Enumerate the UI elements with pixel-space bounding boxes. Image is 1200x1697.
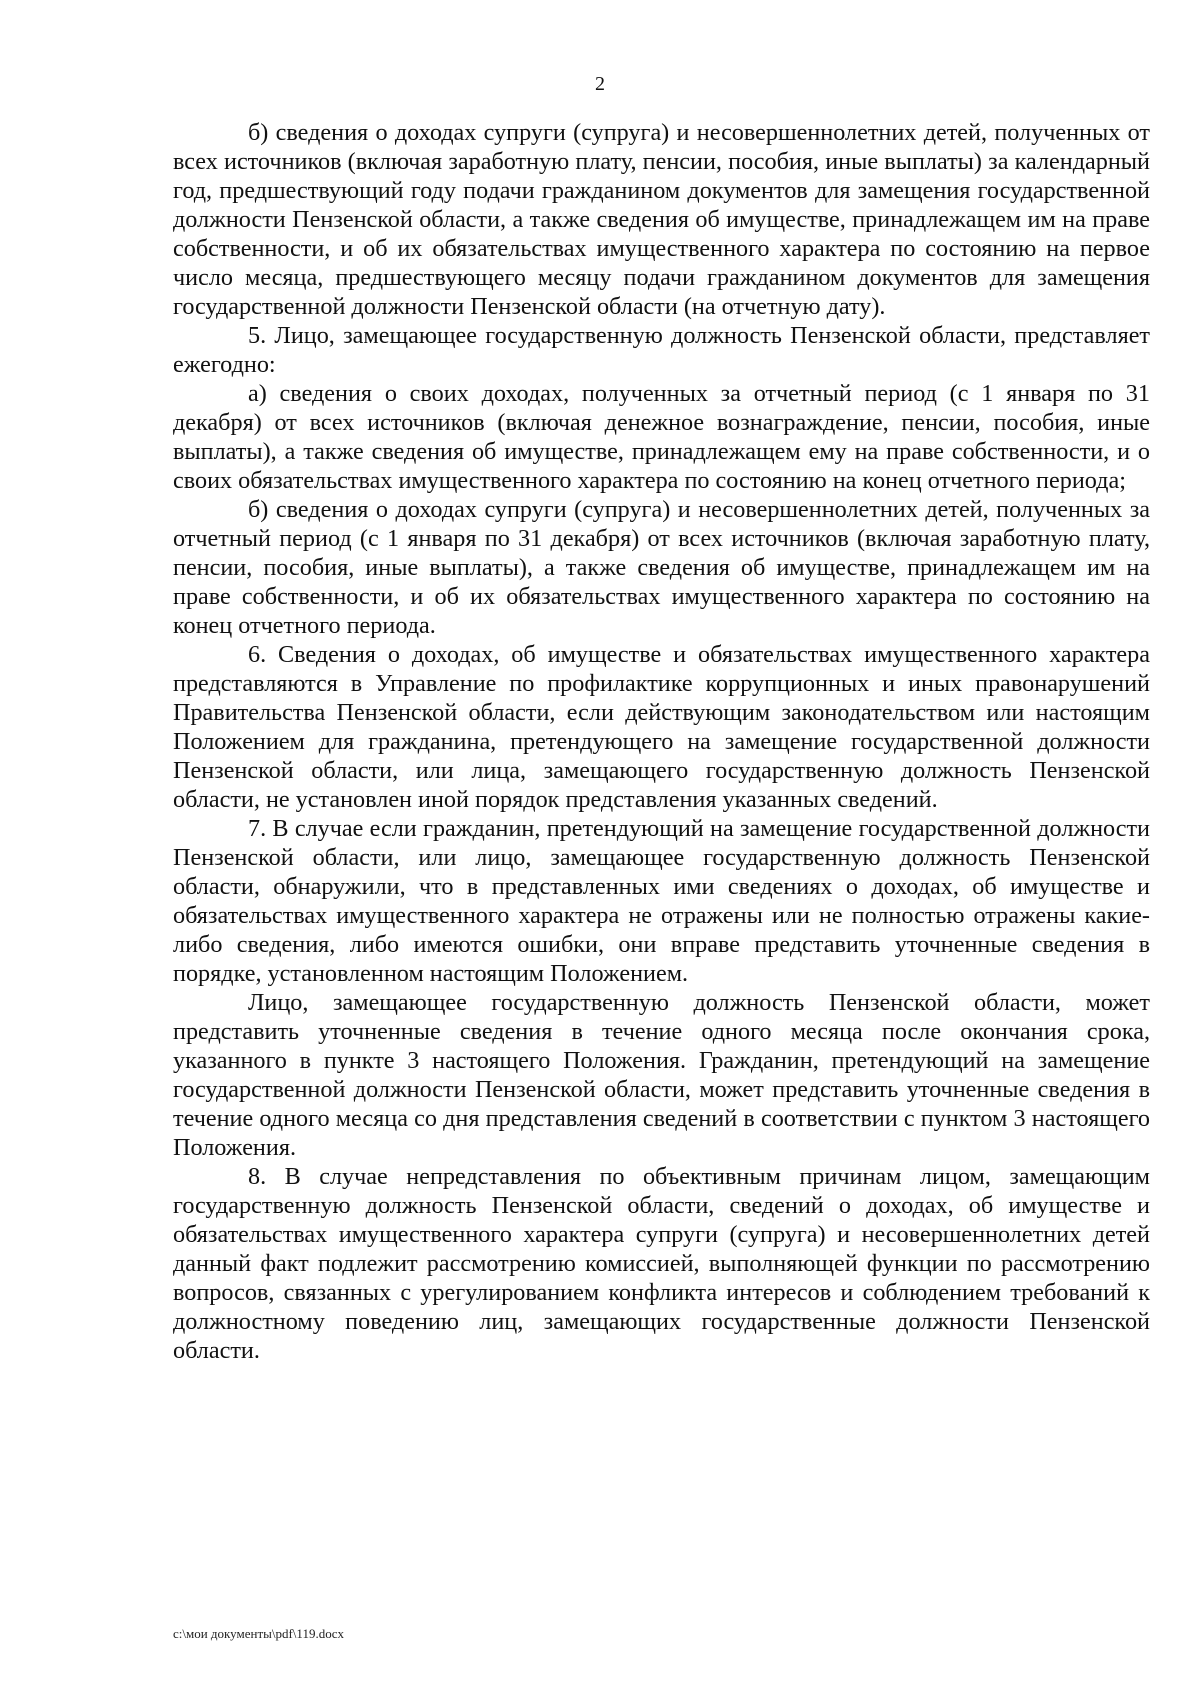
page-number: 2	[595, 73, 605, 95]
paragraph-4b: б) сведения о доходах супруги (супруга) и несовершеннолетних детей, полученных от всех источников (включая заработную плату, пенсии, пособия, иные выплаты) за календарный год, предшествующий году подачи гражданином документов для замещения государственной должности Пензенской области, а также сведения об имуществе, принадлежащем им на праве собственности, и об их обязательствах имущественного характера по состоянию на первое число месяца, предшествующего месяцу подачи гражданином документов для замещения государственной должности Пензенской области (на отчетную дату).	[173, 119, 1150, 320]
paragraph-5: 5. Лицо, замещающее государственную должность Пензенской области, представляет ежегодно:	[173, 322, 1150, 378]
paragraph-5b: б) сведения о доходах супруги (супруга) и несовершеннолетних детей, полученных за отчетный период (с 1 января по 31 декабря) от всех источников (включая заработную плату, пенсии, пособия, иные выплаты), а также сведения об имуществе, принадлежащем им на праве собственности, и об их обязательствах имущественного характера по состоянию на конец отчетного периода.	[173, 496, 1150, 639]
paragraph-5a: а) сведения о своих доходах, полученных за отчетный период (с 1 января по 31 декабря) от всех источников (включая денежное вознаграждение, пенсии, пособия, иные выплаты), а также сведения об имуществе, принадлежащем ему на праве собственности, и о своих обязательствах имущественного характера по состоянию на конец отчетного периода;	[173, 380, 1150, 494]
paragraph-6: 6. Сведения о доходах, об имуществе и обязательствах имущественного характера представляются в Управление по профилактике коррупционных и иных правонарушений Правительства Пензенской области, если действующим законодательством или настоящим Положением для гражданина, претендующего на замещение государственной должности Пензенской области, или лица, замещающего государственную должность Пензенской области, не установлен иной порядок представления указанных сведений.	[173, 641, 1150, 813]
document-body	[173, 118, 1150, 1365]
footer-file-path: c:\мои документы\pdf\119.docx	[173, 1626, 344, 1641]
paragraph-7: 7. В случае если гражданин, претендующий на замещение государственной должности Пензенской области, или лицо, замещающее государственную должность Пензенской области, обнаружили, что в представленных ими сведениях о доходах, об имуществе и обязательствах имущественного характера не отражены или не полностью отражены какие-либо сведения, либо имеются ошибки, они вправе представить уточненные сведения в порядке, установленном настоящим Положением.	[173, 815, 1150, 987]
paragraph-8: 8. В случае непредставления по объективным причинам лицом, замещающим государственную должность Пензенской области, сведений о доходах, об имуществе и обязательствах имущественного характера супруги (супруга) и несовершеннолетних детей данный факт подлежит рассмотрению комиссией, выполняющей функции по рассмотрению вопросов, связанных с урегулированием конфликта интересов и соблюдением требований к должностному поведению лиц, замещающих государственные должности Пензенской области.	[173, 1163, 1150, 1364]
paragraph-7-continued: Лицо, замещающее государственную должность Пензенской области, может представить уточненные сведения в течение одного месяца после окончания срока, указанного в пункте 3 настоящего Положения. Гражданин, претендующий на замещение государственной должности Пензенской области, может представить уточненные сведения в течение одного месяца со дня представления сведений в соответствии с пунктом 3 настоящего Положения.	[173, 989, 1150, 1161]
